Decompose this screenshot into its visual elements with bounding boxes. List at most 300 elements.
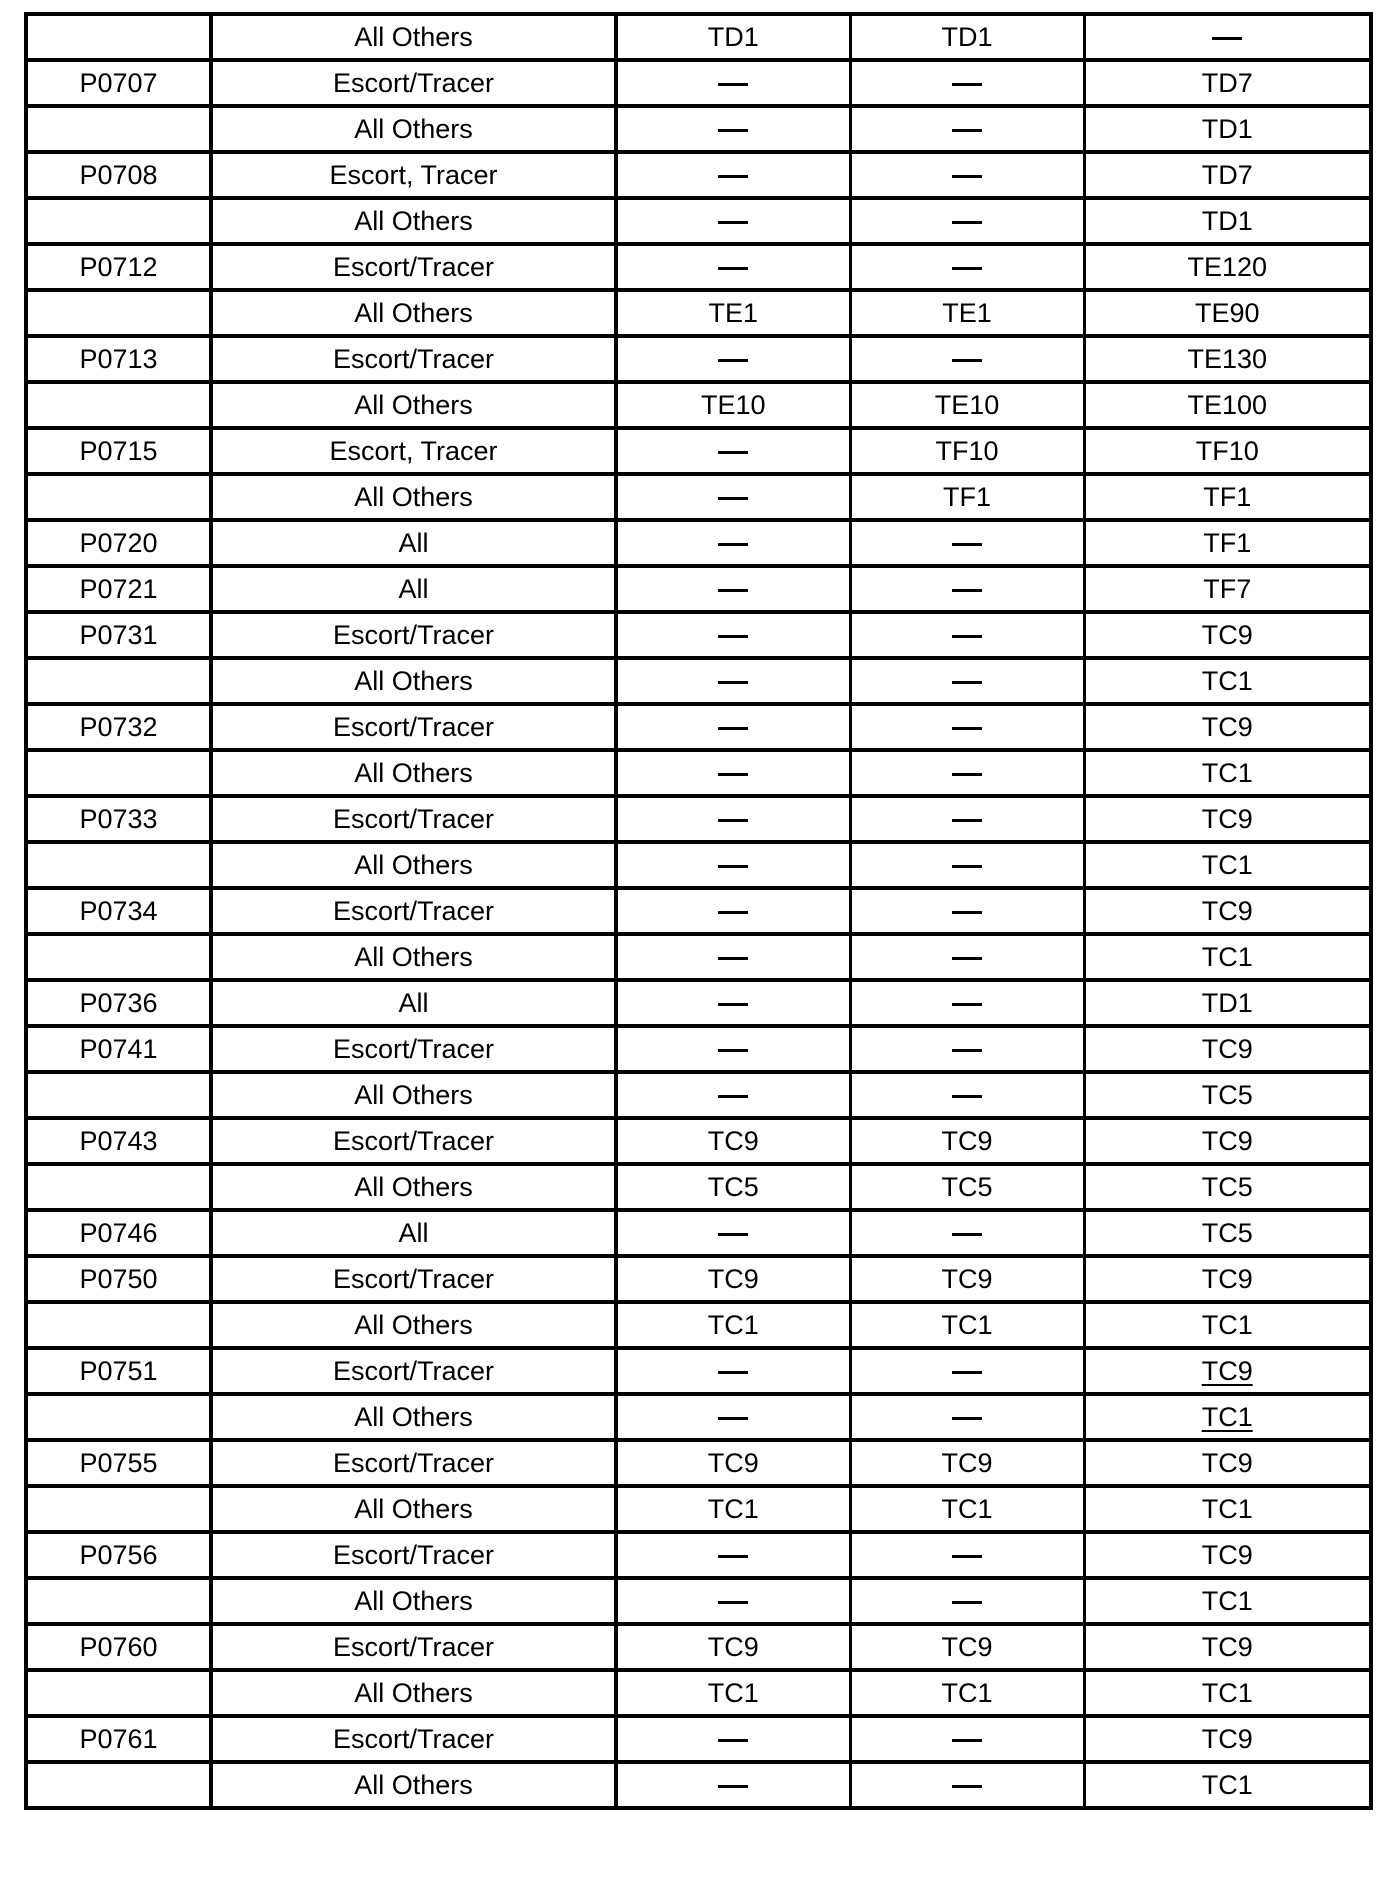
value-cell-1-text: TC9	[707, 1263, 759, 1294]
em-dash	[718, 221, 748, 224]
value-cell-1	[616, 888, 850, 934]
table-row	[26, 106, 1371, 152]
document-page	[24, 12, 1369, 1810]
em-dash	[718, 543, 748, 546]
value-cell-2	[850, 1532, 1084, 1578]
code-cell	[26, 658, 211, 704]
em-dash	[718, 1417, 748, 1420]
vehicle-cell-text: All Others	[354, 849, 473, 880]
value-cell-1	[616, 1624, 850, 1670]
value-cell-1-text: TC1	[707, 1677, 759, 1708]
value-cell-3	[1084, 106, 1371, 152]
code-cell	[26, 60, 211, 106]
value-cell-1-text: TC9	[707, 1447, 759, 1478]
code-cell	[26, 796, 211, 842]
value-cell-1	[616, 566, 850, 612]
value-cell-3	[1084, 888, 1371, 934]
vehicle-cell-text: All Others	[354, 481, 473, 512]
vehicle-cell	[211, 520, 616, 566]
code-cell	[26, 1072, 211, 1118]
value-cell-2-text: TC9	[941, 1125, 993, 1156]
vehicle-cell-text: Escort, Tracer	[329, 435, 498, 466]
value-cell-3	[1084, 1394, 1371, 1440]
table-row	[26, 1210, 1371, 1256]
value-cell-3-text: TD1	[1201, 205, 1253, 236]
value-cell-3	[1084, 336, 1371, 382]
value-cell-3-text: TC1	[1201, 941, 1253, 972]
value-cell-1-text: TD1	[707, 21, 759, 52]
vehicle-cell-text: Escort/Tracer	[332, 1631, 495, 1662]
value-cell-1-text: TC1	[707, 1493, 759, 1524]
vehicle-cell-text: All Others	[354, 1309, 473, 1340]
value-cell-2	[850, 612, 1084, 658]
value-cell-1	[616, 1532, 850, 1578]
value-cell-3-text: TD7	[1201, 159, 1253, 190]
em-dash	[952, 589, 982, 592]
em-dash	[952, 819, 982, 822]
value-cell-2	[850, 428, 1084, 474]
value-cell-1	[616, 1486, 850, 1532]
value-cell-3	[1084, 1670, 1371, 1716]
table-row	[26, 1578, 1371, 1624]
value-cell-2	[850, 152, 1084, 198]
value-cell-2	[850, 796, 1084, 842]
value-cell-2-text: TC5	[941, 1171, 993, 1202]
code-cell	[26, 428, 211, 474]
value-cell-3-text: TD7	[1201, 67, 1253, 98]
code-cell-text: P0743	[79, 1125, 158, 1156]
value-cell-3-text: TC9	[1201, 803, 1253, 834]
vehicle-cell-text: All Others	[354, 1585, 473, 1616]
code-cell-text: P0708	[79, 159, 158, 190]
value-cell-3-text: TC9	[1201, 1723, 1253, 1754]
value-cell-3	[1084, 1256, 1371, 1302]
code-cell-text: P0731	[79, 619, 158, 650]
value-cell-3	[1084, 1026, 1371, 1072]
value-cell-1	[616, 1578, 850, 1624]
em-dash	[952, 1555, 982, 1558]
em-dash	[1212, 37, 1242, 40]
code-cell	[26, 750, 211, 796]
value-cell-3	[1084, 520, 1371, 566]
value-cell-2	[850, 888, 1084, 934]
em-dash	[718, 819, 748, 822]
vehicle-cell-text: Escort, Tracer	[329, 159, 498, 190]
value-cell-2	[850, 336, 1084, 382]
vehicle-cell-text: All Others	[354, 1079, 473, 1110]
value-cell-3-text: TC9	[1201, 1447, 1253, 1478]
vehicle-cell	[211, 1026, 616, 1072]
value-cell-3	[1084, 474, 1371, 520]
em-dash	[952, 681, 982, 684]
value-cell-2	[850, 244, 1084, 290]
table-row	[26, 1762, 1371, 1808]
code-cell	[26, 1440, 211, 1486]
table-row	[26, 1716, 1371, 1762]
code-cell	[26, 1394, 211, 1440]
vehicle-cell	[211, 980, 616, 1026]
em-dash	[718, 1739, 748, 1742]
code-cell	[26, 1762, 211, 1808]
em-dash	[718, 83, 748, 86]
em-dash	[952, 543, 982, 546]
value-cell-3-text: TC9	[1201, 1125, 1253, 1156]
value-cell-3-text: TC1	[1201, 1493, 1253, 1524]
vehicle-cell	[211, 750, 616, 796]
em-dash	[718, 589, 748, 592]
table-row	[26, 290, 1371, 336]
value-cell-3	[1084, 1716, 1371, 1762]
value-cell-2-text: TD1	[941, 21, 993, 52]
code-cell	[26, 1716, 211, 1762]
code-cell-text: P0720	[79, 527, 158, 558]
vehicle-cell	[211, 60, 616, 106]
table-row	[26, 520, 1371, 566]
value-cell-3	[1084, 566, 1371, 612]
vehicle-cell-text: All Others	[354, 205, 473, 236]
em-dash	[718, 773, 748, 776]
value-cell-3	[1084, 1532, 1371, 1578]
em-dash	[718, 1785, 748, 1788]
vehicle-cell	[211, 14, 616, 60]
value-cell-3-text: TC1	[1201, 1401, 1253, 1432]
table-row	[26, 704, 1371, 750]
vehicle-cell	[211, 106, 616, 152]
value-cell-3	[1084, 1486, 1371, 1532]
value-cell-1	[616, 14, 850, 60]
value-cell-3	[1084, 382, 1371, 428]
value-cell-2-text: TC9	[941, 1447, 993, 1478]
value-cell-2	[850, 290, 1084, 336]
vehicle-cell-text: Escort/Tracer	[332, 67, 495, 98]
em-dash	[718, 359, 748, 362]
value-cell-1-text: TC1	[707, 1309, 759, 1340]
vehicle-cell-text: Escort/Tracer	[332, 1723, 495, 1754]
em-dash	[718, 957, 748, 960]
vehicle-cell	[211, 1256, 616, 1302]
value-cell-2	[850, 704, 1084, 750]
vehicle-cell	[211, 382, 616, 428]
table-row	[26, 382, 1371, 428]
em-dash	[952, 727, 982, 730]
code-cell	[26, 566, 211, 612]
code-cell	[26, 336, 211, 382]
vehicle-cell	[211, 658, 616, 704]
value-cell-3	[1084, 612, 1371, 658]
code-cell	[26, 980, 211, 1026]
value-cell-1	[616, 1716, 850, 1762]
table-row	[26, 1486, 1371, 1532]
value-cell-3	[1084, 1348, 1371, 1394]
value-cell-3	[1084, 1302, 1371, 1348]
vehicle-cell-text: Escort/Tracer	[332, 619, 495, 650]
vehicle-cell	[211, 1716, 616, 1762]
value-cell-2	[850, 934, 1084, 980]
value-cell-3-text: TC1	[1201, 665, 1253, 696]
value-cell-1	[616, 704, 850, 750]
value-cell-3	[1084, 980, 1371, 1026]
value-cell-3-text: TF1	[1203, 527, 1252, 558]
em-dash	[952, 83, 982, 86]
code-cell-text: P0756	[79, 1539, 158, 1570]
value-cell-1-text: TC9	[707, 1631, 759, 1662]
value-cell-3	[1084, 934, 1371, 980]
value-cell-2	[850, 980, 1084, 1026]
value-cell-3	[1084, 842, 1371, 888]
value-cell-2	[850, 566, 1084, 612]
vehicle-cell-text: All Others	[354, 21, 473, 52]
vehicle-cell	[211, 612, 616, 658]
vehicle-cell	[211, 1670, 616, 1716]
value-cell-3-text: TC9	[1201, 619, 1253, 650]
vehicle-cell-text: Escort/Tracer	[332, 895, 495, 926]
vehicle-cell	[211, 566, 616, 612]
code-cell-text: P0732	[79, 711, 158, 742]
value-cell-3	[1084, 1118, 1371, 1164]
value-cell-3	[1084, 704, 1371, 750]
value-cell-3-text: TE90	[1194, 297, 1260, 328]
value-cell-2	[850, 1486, 1084, 1532]
vehicle-cell	[211, 1348, 616, 1394]
code-cell-text: P0741	[79, 1033, 158, 1064]
value-cell-1	[616, 198, 850, 244]
code-cell	[26, 934, 211, 980]
value-cell-2	[850, 382, 1084, 428]
table-row	[26, 198, 1371, 244]
value-cell-1	[616, 1762, 850, 1808]
value-cell-2-text: TC1	[941, 1677, 993, 1708]
value-cell-1	[616, 1302, 850, 1348]
em-dash	[952, 865, 982, 868]
code-cell	[26, 1302, 211, 1348]
value-cell-2-text: TC9	[941, 1631, 993, 1662]
table-row	[26, 1532, 1371, 1578]
vehicle-cell-text: Escort/Tracer	[332, 803, 495, 834]
em-dash	[952, 1371, 982, 1374]
vehicle-cell	[211, 1440, 616, 1486]
vehicle-cell	[211, 934, 616, 980]
table-row	[26, 612, 1371, 658]
vehicle-cell-text: Escort/Tracer	[332, 1539, 495, 1570]
vehicle-cell-text: Escort/Tracer	[332, 1355, 495, 1386]
value-cell-3-text: TC5	[1201, 1171, 1253, 1202]
code-cell-text: P0707	[79, 67, 158, 98]
vehicle-cell	[211, 1302, 616, 1348]
value-cell-3	[1084, 1164, 1371, 1210]
value-cell-3-text: TC1	[1201, 849, 1253, 880]
table-row	[26, 474, 1371, 520]
value-cell-2	[850, 106, 1084, 152]
code-cell	[26, 1670, 211, 1716]
value-cell-1	[616, 244, 850, 290]
value-cell-2	[850, 1670, 1084, 1716]
value-cell-1	[616, 290, 850, 336]
em-dash	[952, 1003, 982, 1006]
value-cell-3-text: TE130	[1187, 343, 1268, 374]
code-cell	[26, 888, 211, 934]
code-cell-text: P0712	[79, 251, 158, 282]
value-cell-1	[616, 750, 850, 796]
vehicle-cell-text: All	[398, 573, 429, 604]
em-dash	[718, 1003, 748, 1006]
vehicle-cell-text: All Others	[354, 1401, 473, 1432]
vehicle-cell-text: Escort/Tracer	[332, 251, 495, 282]
value-cell-1	[616, 1118, 850, 1164]
code-cell-text: P0715	[79, 435, 158, 466]
table-row	[26, 244, 1371, 290]
value-cell-2	[850, 1716, 1084, 1762]
value-cell-3-text: TF1	[1203, 481, 1252, 512]
value-cell-1	[616, 152, 850, 198]
value-cell-1	[616, 658, 850, 704]
value-cell-2-text: TE10	[934, 389, 1000, 420]
table-row	[26, 658, 1371, 704]
code-cell-text: P0746	[79, 1217, 158, 1248]
table-row	[26, 14, 1371, 60]
vehicle-cell	[211, 842, 616, 888]
value-cell-1	[616, 1164, 850, 1210]
value-cell-2	[850, 1164, 1084, 1210]
vehicle-cell	[211, 198, 616, 244]
vehicle-cell	[211, 1624, 616, 1670]
code-cell	[26, 520, 211, 566]
value-cell-3-text: TD1	[1201, 987, 1253, 1018]
code-cell-text: P0750	[79, 1263, 158, 1294]
value-cell-1	[616, 474, 850, 520]
value-cell-2	[850, 1256, 1084, 1302]
vehicle-cell	[211, 1072, 616, 1118]
table-row	[26, 1256, 1371, 1302]
table-row	[26, 796, 1371, 842]
vehicle-cell	[211, 1532, 616, 1578]
vehicle-cell-text: All Others	[354, 389, 473, 420]
table-row	[26, 1118, 1371, 1164]
value-cell-3-text: TE100	[1187, 389, 1268, 420]
value-cell-3-text: TC9	[1201, 1263, 1253, 1294]
value-cell-2	[850, 842, 1084, 888]
value-cell-1	[616, 612, 850, 658]
code-cell	[26, 106, 211, 152]
vehicle-cell	[211, 1394, 616, 1440]
vehicle-cell	[211, 888, 616, 934]
code-cell-text: P0733	[79, 803, 158, 834]
code-cell-text: P0734	[79, 895, 158, 926]
value-cell-1-text: TC5	[707, 1171, 759, 1202]
value-cell-3-text: TC9	[1201, 711, 1253, 742]
value-cell-3	[1084, 796, 1371, 842]
em-dash	[952, 129, 982, 132]
vehicle-cell-text: Escort/Tracer	[332, 1033, 495, 1064]
value-cell-3	[1084, 1624, 1371, 1670]
value-cell-1	[616, 382, 850, 428]
value-cell-2	[850, 1210, 1084, 1256]
value-cell-2	[850, 1072, 1084, 1118]
value-cell-1	[616, 1210, 850, 1256]
em-dash	[718, 865, 748, 868]
code-cell	[26, 1624, 211, 1670]
code-cell-text: P0713	[79, 343, 158, 374]
value-cell-1	[616, 1348, 850, 1394]
vehicle-cell-text: Escort/Tracer	[332, 1125, 495, 1156]
em-dash	[718, 451, 748, 454]
value-cell-1	[616, 934, 850, 980]
value-cell-1	[616, 60, 850, 106]
vehicle-cell	[211, 336, 616, 382]
value-cell-2-text: TF1	[942, 481, 991, 512]
value-cell-3-text: TC1	[1201, 1585, 1253, 1616]
value-cell-3-text: TC5	[1201, 1217, 1253, 1248]
value-cell-1	[616, 1394, 850, 1440]
em-dash	[952, 1049, 982, 1052]
em-dash	[718, 1555, 748, 1558]
em-dash	[718, 1095, 748, 1098]
code-cell	[26, 290, 211, 336]
em-dash	[952, 267, 982, 270]
value-cell-1	[616, 1072, 850, 1118]
value-cell-3	[1084, 1440, 1371, 1486]
value-cell-3	[1084, 244, 1371, 290]
value-cell-1-text: TE10	[700, 389, 766, 420]
value-cell-3-text: TC9	[1201, 895, 1253, 926]
em-dash	[718, 681, 748, 684]
value-cell-1-text: TC9	[707, 1125, 759, 1156]
value-cell-2-text: TC1	[941, 1309, 993, 1340]
code-cell	[26, 1348, 211, 1394]
em-dash	[952, 1095, 982, 1098]
vehicle-cell	[211, 244, 616, 290]
vehicle-cell-text: All Others	[354, 665, 473, 696]
value-cell-1	[616, 336, 850, 382]
code-cell	[26, 842, 211, 888]
vehicle-cell-text: All Others	[354, 1493, 473, 1524]
value-cell-2	[850, 1394, 1084, 1440]
em-dash	[718, 911, 748, 914]
value-cell-2	[850, 14, 1084, 60]
value-cell-2	[850, 198, 1084, 244]
value-cell-3-text: TF10	[1195, 435, 1259, 466]
value-cell-2	[850, 60, 1084, 106]
value-cell-3	[1084, 1210, 1371, 1256]
vehicle-cell-text: All Others	[354, 297, 473, 328]
code-cell	[26, 1026, 211, 1072]
em-dash	[952, 957, 982, 960]
table-row	[26, 750, 1371, 796]
em-dash	[718, 1371, 748, 1374]
em-dash	[952, 359, 982, 362]
vehicle-cell-text: Escort/Tracer	[332, 1447, 495, 1478]
table-row	[26, 566, 1371, 612]
value-cell-2	[850, 474, 1084, 520]
value-cell-1	[616, 842, 850, 888]
table-row	[26, 1394, 1371, 1440]
code-cell	[26, 704, 211, 750]
vehicle-cell-text: All Others	[354, 1769, 473, 1800]
value-cell-1	[616, 428, 850, 474]
value-cell-3	[1084, 60, 1371, 106]
value-cell-2	[850, 1762, 1084, 1808]
value-cell-1	[616, 106, 850, 152]
code-cell	[26, 1164, 211, 1210]
vehicle-cell-text: All Others	[354, 757, 473, 788]
vehicle-cell	[211, 1164, 616, 1210]
code-cell	[26, 152, 211, 198]
code-cell	[26, 244, 211, 290]
value-cell-2	[850, 1026, 1084, 1072]
value-cell-3-text: TC1	[1201, 1769, 1253, 1800]
vehicle-cell	[211, 1762, 616, 1808]
vehicle-cell	[211, 474, 616, 520]
value-cell-3	[1084, 198, 1371, 244]
